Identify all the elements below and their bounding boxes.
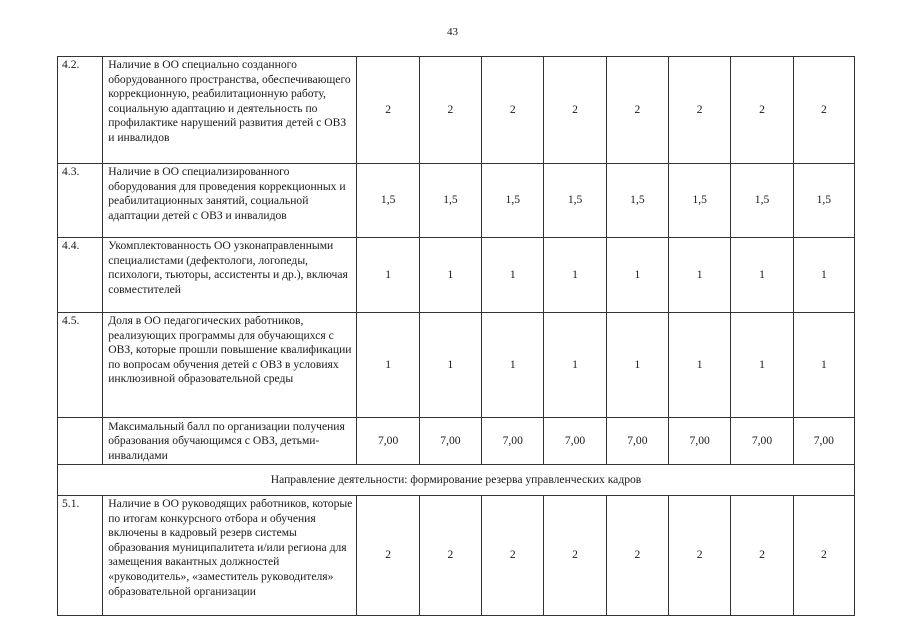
score-cell: 1,5	[482, 164, 544, 238]
score-cell: 2	[419, 496, 481, 616]
row-description: Максимальный балл по организации получения образования обучающимся с ОВЗ, детьми-инвалидами	[103, 418, 357, 465]
criteria-table	[57, 56, 855, 616]
score-cell: 2	[793, 496, 854, 616]
table-row	[58, 57, 855, 164]
score-cell: 1	[357, 238, 419, 313]
score-cell: 2	[419, 57, 481, 164]
score-cell: 1,5	[606, 164, 668, 238]
table-row	[58, 496, 855, 616]
row-number: 5.1.	[58, 496, 103, 616]
table-row	[58, 313, 855, 418]
score-cell: 1	[482, 238, 544, 313]
row-number: 4.4.	[58, 238, 103, 313]
score-cell: 1	[731, 238, 793, 313]
page-number: 43	[447, 26, 458, 38]
score-cell: 2	[669, 496, 731, 616]
score-cell: 1	[793, 238, 854, 313]
score-cell: 1	[793, 313, 854, 418]
score-cell: 2	[357, 57, 419, 164]
max-score-row	[58, 418, 855, 465]
score-cell: 7,00	[669, 418, 731, 465]
score-cell: 7,00	[544, 418, 606, 465]
score-cell: 2	[482, 57, 544, 164]
score-cell: 1,5	[544, 164, 606, 238]
score-cell: 1	[669, 238, 731, 313]
score-cell: 7,00	[482, 418, 544, 465]
score-cell: 1	[357, 313, 419, 418]
score-cell: 2	[357, 496, 419, 616]
score-cell: 7,00	[731, 418, 793, 465]
score-cell: 1	[606, 313, 668, 418]
score-cell: 1	[419, 238, 481, 313]
score-cell: 2	[731, 57, 793, 164]
table-row	[58, 238, 855, 313]
score-cell: 2	[544, 57, 606, 164]
table-row	[58, 164, 855, 238]
score-cell: 1,5	[357, 164, 419, 238]
score-cell: 7,00	[357, 418, 419, 465]
row-number	[58, 418, 103, 465]
score-cell: 1	[544, 238, 606, 313]
score-cell: 1,5	[419, 164, 481, 238]
score-cell: 1	[731, 313, 793, 418]
score-cell: 7,00	[793, 418, 854, 465]
score-cell: 1	[419, 313, 481, 418]
score-cell: 1,5	[731, 164, 793, 238]
row-description: Укомплектованность ОО узконаправленными специалистами (дефектологи, логопеды, психологи, тьюторы, ассистенты и др.), включая совместителей	[103, 238, 357, 313]
row-description: Доля в ОО педагогических работников, реализующих программы для обучающихся с ОВЗ, которые прошли повышение квалификации по вопросам обучения детей с ОВЗ в условиях инклюзивной образовательной среды	[103, 313, 357, 418]
score-cell: 2	[793, 57, 854, 164]
score-cell: 1,5	[793, 164, 854, 238]
score-cell: 1	[482, 313, 544, 418]
section-title: Направление деятельности: формирование резерва управленческих кадров	[58, 465, 855, 496]
score-cell: 2	[606, 496, 668, 616]
score-cell: 1	[669, 313, 731, 418]
score-cell: 2	[669, 57, 731, 164]
score-cell: 2	[544, 496, 606, 616]
row-number: 4.3.	[58, 164, 103, 238]
row-description: Наличие в ОО руководящих работников, которые по итогам конкурсного отбора и обучения включены в кадровый резерв системы образования муниципалитета и/или региона для замещения вакантных должностей «руководитель», «заместитель руководителя» образовательной организации	[103, 496, 357, 616]
row-number: 4.5.	[58, 313, 103, 418]
row-description: Наличие в ОО специально созданного оборудованного пространства, обеспечивающего коррекционную, реабилитационную работу, социальную адаптацию и деятельность по профилактике нарушений развития детей с ОВЗ и инвалидов	[103, 57, 357, 164]
score-cell: 1,5	[669, 164, 731, 238]
score-cell: 7,00	[419, 418, 481, 465]
section-header-row	[58, 465, 855, 496]
row-description: Наличие в ОО специализированного оборудования для проведения коррекционных и реабилитационных занятий, социальной адаптации детей с ОВЗ и инвалидов	[103, 164, 357, 238]
score-cell: 2	[482, 496, 544, 616]
score-cell: 2	[606, 57, 668, 164]
score-cell: 1	[544, 313, 606, 418]
score-cell: 1	[606, 238, 668, 313]
score-cell: 7,00	[606, 418, 668, 465]
row-number: 4.2.	[58, 57, 103, 164]
score-cell: 2	[731, 496, 793, 616]
